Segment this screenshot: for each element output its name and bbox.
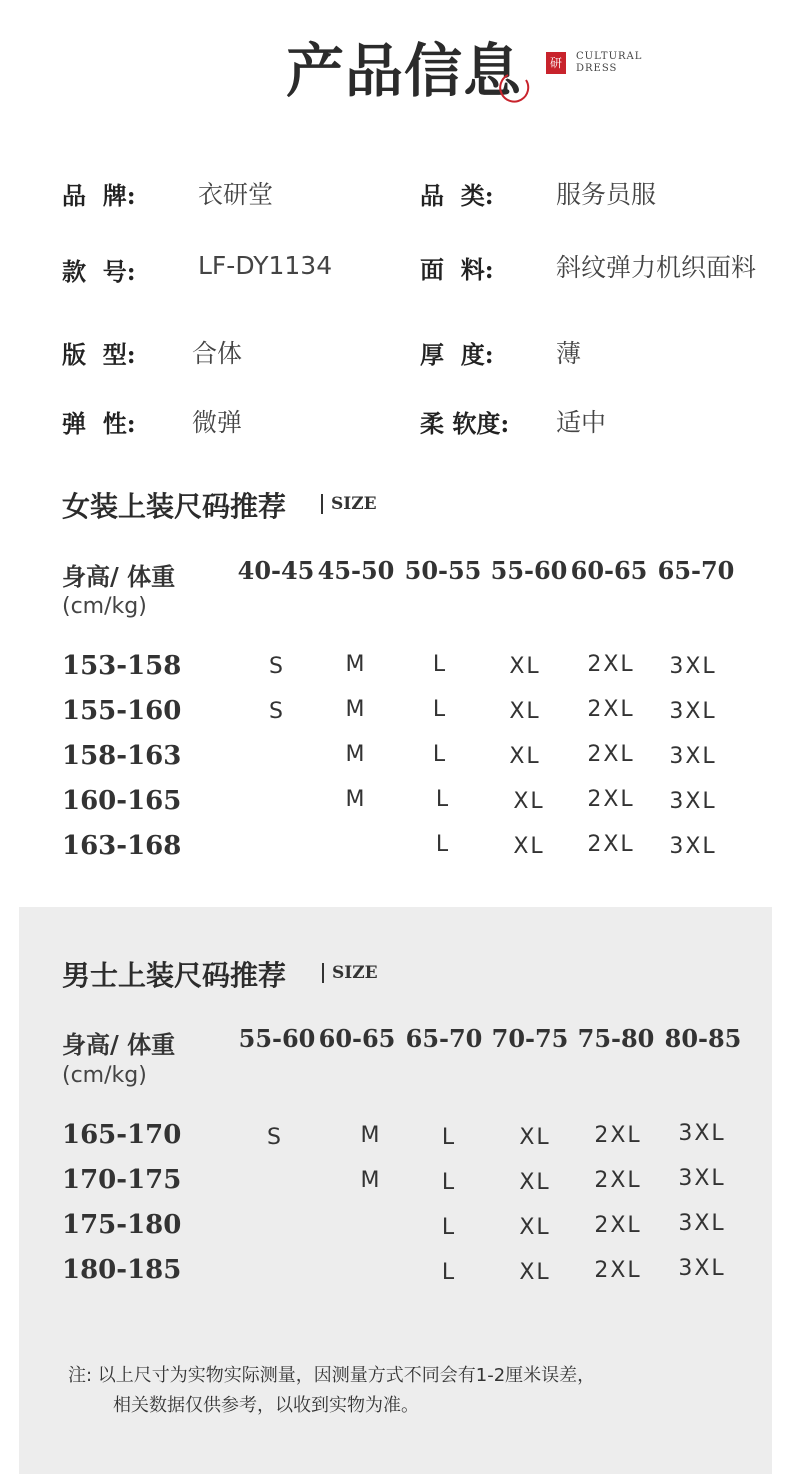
size-cell: M <box>360 1123 382 1148</box>
brand-text <box>576 51 642 75</box>
info-label-model: 款 号: <box>62 257 136 286</box>
men-col-head: 70-75 <box>491 1024 569 1053</box>
size-cell: L <box>435 832 451 857</box>
size-cell: M <box>345 652 367 677</box>
info-value-softness: 适中 <box>556 408 607 437</box>
men-col-head: 75-80 <box>577 1024 655 1053</box>
women-row-label: 158-163 <box>62 741 182 771</box>
size-cell: XL <box>519 1125 551 1150</box>
size-cell: 3XL <box>669 654 717 679</box>
decorative-circle-icon <box>496 70 532 106</box>
info-value-fit: 合体 <box>192 339 243 368</box>
page-title: 产品信息 <box>286 37 523 105</box>
info-value-category: 服务员服 <box>556 180 657 209</box>
size-cell: M <box>345 787 367 812</box>
size-cell: XL <box>519 1260 551 1285</box>
men-col-head: 65-70 <box>405 1024 483 1053</box>
size-cell: 2XL <box>594 1213 642 1238</box>
note-line-2: 相关数据仅供参考，以收到实物为准。 <box>113 1395 419 1416</box>
size-cell: L <box>435 787 451 812</box>
size-cell: 2XL <box>587 652 635 677</box>
size-cell: L <box>441 1215 457 1240</box>
women-row-label: 163-168 <box>62 831 182 861</box>
info-value-brand: 衣研堂 <box>198 180 274 209</box>
women-header-label: 身高/ 体重 <box>62 562 176 591</box>
brand-line-2: DRESS <box>576 63 618 74</box>
women-row-label: 153-158 <box>62 651 182 681</box>
men-row-label: 170-175 <box>62 1165 182 1195</box>
women-row-label: 155-160 <box>62 696 182 726</box>
info-value-fabric: 斜纹弹力机织面料 <box>556 253 757 282</box>
men-row-label: 165-170 <box>62 1120 182 1150</box>
size-cell: L <box>441 1260 457 1285</box>
size-cell: 2XL <box>587 742 635 767</box>
size-cell: M <box>345 742 367 767</box>
size-cell: L <box>441 1170 457 1195</box>
size-cell: 3XL <box>669 699 717 724</box>
women-size-tag: SIZE <box>331 494 377 514</box>
size-cell: XL <box>513 789 545 814</box>
size-cell: 3XL <box>669 789 717 814</box>
women-col-head: 65-70 <box>657 556 735 585</box>
men-section-title: 男士上装尺码推荐 <box>62 959 287 992</box>
women-row-label: 160-165 <box>62 786 182 816</box>
size-cell: M <box>360 1168 382 1193</box>
size-cell: 3XL <box>678 1256 726 1281</box>
brand-line-1: CULTURAL <box>576 51 643 62</box>
size-cell: 2XL <box>587 832 635 857</box>
size-cell: 2XL <box>594 1123 642 1148</box>
section-divider <box>322 963 324 983</box>
size-cell: XL <box>513 834 545 859</box>
women-header-unit: (cm/kg) <box>62 594 147 619</box>
size-cell: 3XL <box>669 834 717 859</box>
men-row-label: 180-185 <box>62 1255 182 1285</box>
size-cell: XL <box>509 654 541 679</box>
men-col-head: 80-85 <box>664 1024 742 1053</box>
size-cell: L <box>432 652 448 677</box>
size-cell: 3XL <box>678 1166 726 1191</box>
size-cell: 2XL <box>587 697 635 722</box>
info-value-elasticity: 微弹 <box>192 408 243 437</box>
men-col-head: 60-65 <box>318 1024 396 1053</box>
info-label-fabric: 面 料: <box>420 255 494 284</box>
women-col-head: 50-55 <box>404 556 482 585</box>
size-cell: 3XL <box>678 1121 726 1146</box>
men-size-tag: SIZE <box>332 963 378 983</box>
info-value-thickness: 薄 <box>556 339 582 368</box>
size-cell: S <box>267 1125 283 1150</box>
men-col-head: 55-60 <box>238 1024 316 1053</box>
women-col-head: 60-65 <box>570 556 648 585</box>
size-cell: S <box>269 699 285 724</box>
men-row-label: 175-180 <box>62 1210 182 1240</box>
note-line-1: 注: 以上尺寸为实物实际测量，因测量方式不同会有1-2厘米误差， <box>68 1365 596 1386</box>
size-cell: XL <box>519 1170 551 1195</box>
size-cell: XL <box>509 699 541 724</box>
women-section-title: 女装上装尺码推荐 <box>62 490 287 523</box>
men-header-unit: (cm/kg) <box>62 1063 147 1088</box>
info-label-elasticity: 弹 性: <box>62 409 136 438</box>
info-label-fit: 版 型: <box>62 340 136 369</box>
section-divider <box>321 494 323 514</box>
size-cell: 2XL <box>594 1258 642 1283</box>
size-cell: 3XL <box>669 744 717 769</box>
brand-seal-icon: 研 <box>546 52 566 74</box>
size-cell: S <box>269 654 285 679</box>
size-cell: 2XL <box>594 1168 642 1193</box>
size-cell: 2XL <box>587 787 635 812</box>
women-col-head: 40-45 <box>237 556 315 585</box>
size-cell: L <box>432 742 448 767</box>
info-label-thickness: 厚 度: <box>420 340 494 369</box>
size-cell: 3XL <box>678 1211 726 1236</box>
size-cell: XL <box>509 744 541 769</box>
women-col-head: 45-50 <box>317 556 395 585</box>
info-value-model: LF-DY1134 <box>198 251 333 280</box>
size-cell: L <box>441 1125 457 1150</box>
men-header-label: 身高/ 体重 <box>62 1030 176 1059</box>
size-cell: L <box>432 697 448 722</box>
info-label-softness: 柔 软度: <box>420 409 510 438</box>
size-cell: XL <box>519 1215 551 1240</box>
info-label-brand: 品 牌: <box>62 181 136 210</box>
info-label-category: 品 类: <box>420 181 494 210</box>
size-cell: M <box>345 697 367 722</box>
women-col-head: 55-60 <box>490 556 568 585</box>
